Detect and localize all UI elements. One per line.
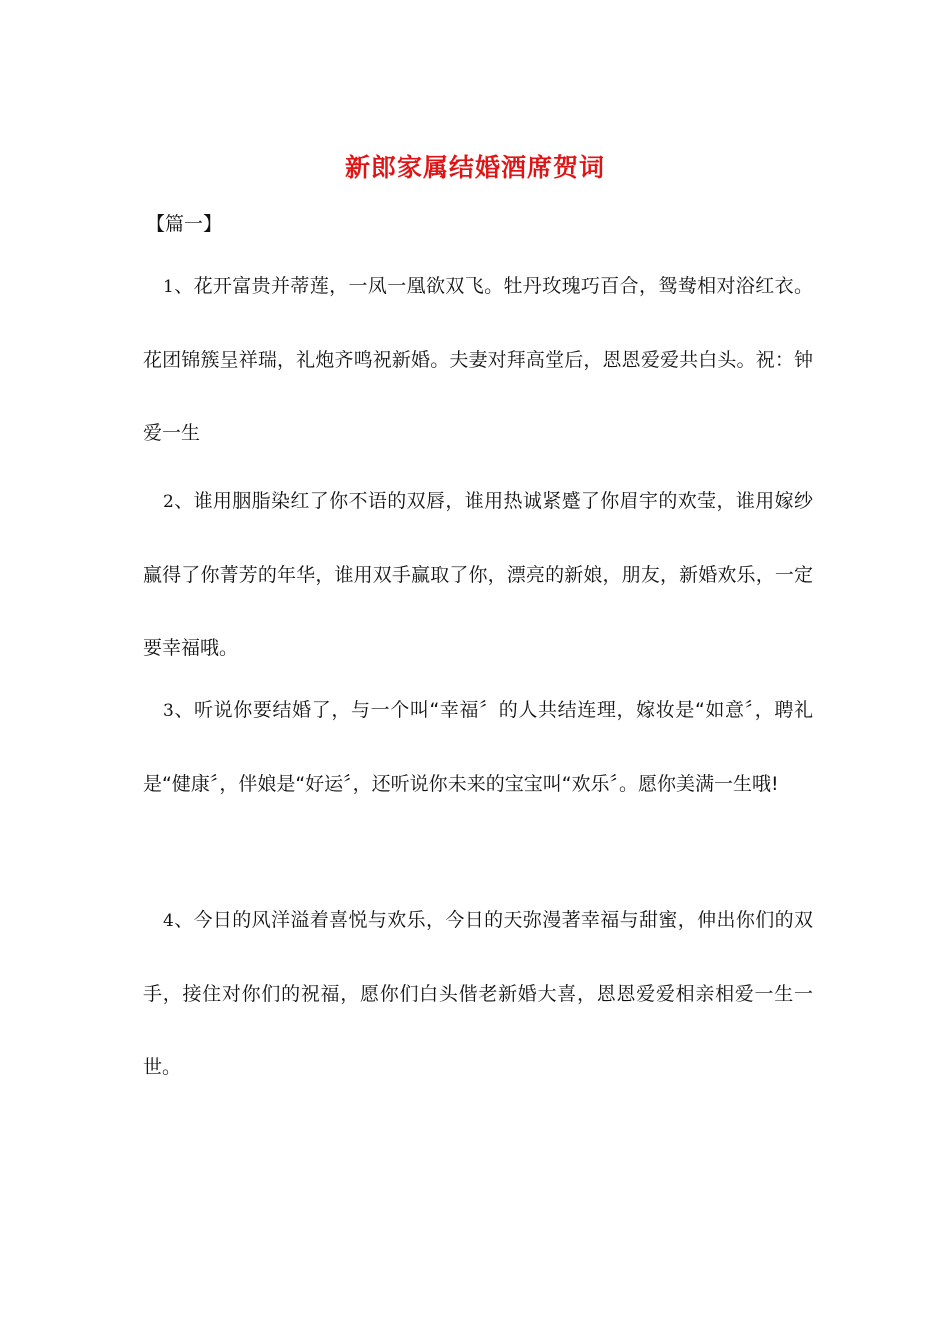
paragraph-number: 3 [163, 701, 174, 721]
paragraph-4 [143, 884, 813, 1104]
paragraph-text: 、今日的风洋溢着喜悦与欢乐，今日的天弥漫著幸福与甜蜜，伸出你们的双手，接住对你们的祝福，愿你们白头偕老新婚大喜，恩恩爱爱相亲相爱一生一世。 [143, 909, 813, 1078]
paragraph-number: 4 [163, 911, 174, 931]
document-title: 新郎家属结婚酒席贺词 [344, 153, 605, 182]
paragraph-number: 2 [163, 492, 174, 512]
paragraph-3 [143, 674, 813, 821]
paragraph-text: 、听说你要结婚了，与一个叫“幸福〞的人共结连理，嫁妆是“如意〞，聘礼是“健康〞，伴娘是“好运〞，还听说你未来的宝宝叫“欢乐〞。愿你美满一生哦! [143, 699, 813, 795]
paragraph-number: 1 [163, 277, 174, 297]
paragraph-text: 、谁用胭脂染红了你不语的双唇，谁用热诚紧蹙了你眉宇的欢莹，谁用嫁纱赢得了你菁芳的年华，谁用双手赢取了你，漂亮的新娘，朋友，新婚欢乐，一定要幸福哦。 [143, 490, 813, 659]
paragraph-text: 、花开富贵并蒂莲，一凤一凰欲双飞。牡丹玫瑰巧百合，鸳鸯相对浴红衣。花团锦簇呈祥瑞，礼炮齐鸣祝新婚。夫妻对拜高堂后，恩恩爱爱共白头。祝：钟爱一生 [143, 275, 813, 444]
paragraph-1 [143, 250, 813, 470]
paragraph-2 [143, 465, 813, 685]
section-label: 【篇一】 [146, 213, 223, 235]
